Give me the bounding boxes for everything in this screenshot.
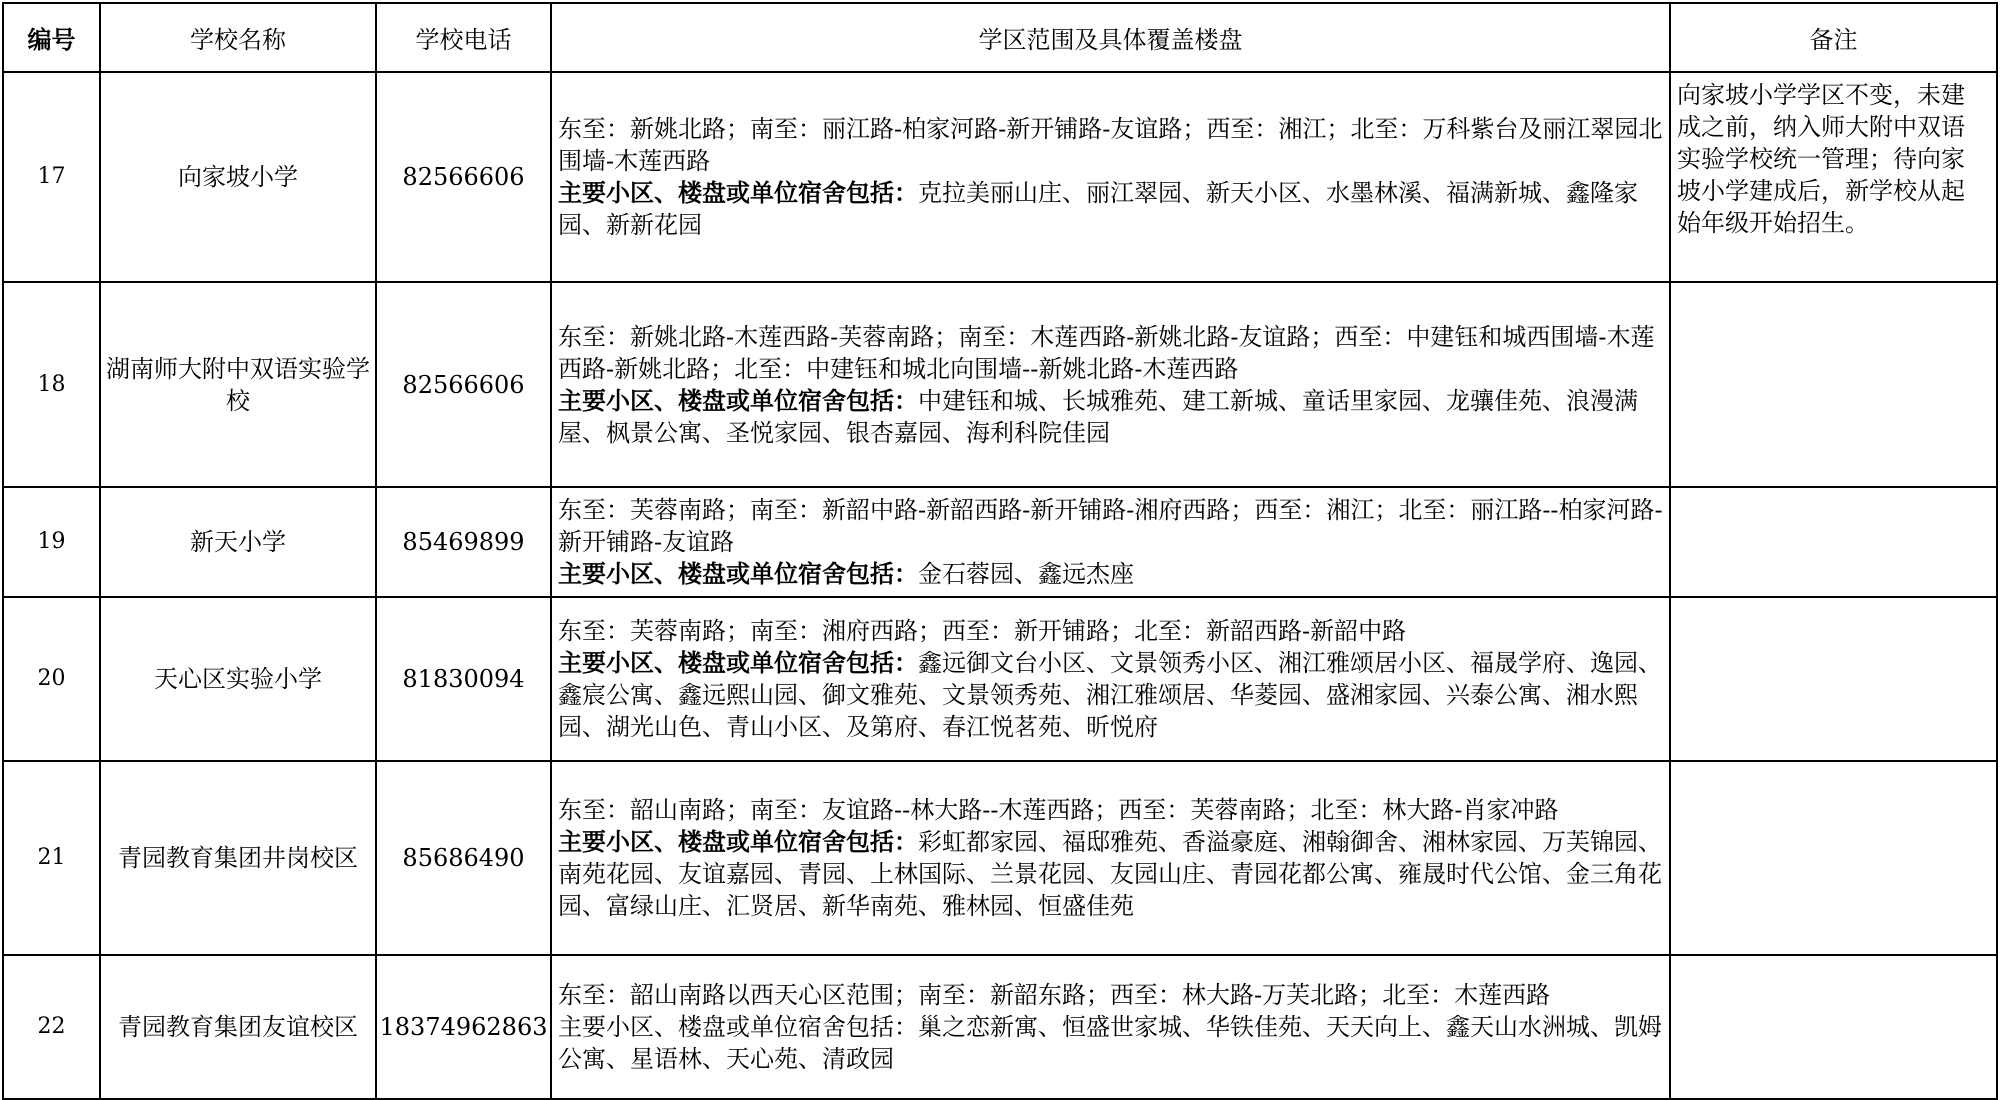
school-phone: 82566606: [376, 72, 551, 282]
note: [1670, 761, 1997, 955]
district-boundary: 东至：新姚北路；南至：丽江路-柏家河路-新开铺路-友谊路；西至：湘江；北至：万科紫台及丽江翠园北围墙-木莲西路: [558, 115, 1663, 175]
district-boundary: 东至：新姚北路-木莲西路-芙蓉南路；南至：木莲西路-新姚北路-友谊路；西至：中建钰和城西围墙-木莲西路-新姚北路；北至：中建钰和城北向围墙--新姚北路-木莲西路: [558, 322, 1655, 383]
note: 向家坡小学学区不变，未建成之前，纳入师大附中双语实验学校统一管理；待向家坡小学建成后，新学校从起始年级开始招生。: [1670, 72, 1997, 282]
district-boundary: 东至：韶山南路以西天心区范围；南至：新韶东路；西至：林大路-万芙北路；北至：木莲西路: [558, 981, 1551, 1009]
school-phone: 85469899: [376, 487, 551, 597]
estates-label: 主要小区、楼盘或单位宿舍包括：: [558, 648, 918, 677]
district-boundary: 东至：韶山南路；南至：友谊路--林大路--木莲西路；西至：芙蓉南路；北至：林大路-肖家冲路: [558, 796, 1559, 824]
estates-label: 主要小区、楼盘或单位宿舍包括：: [558, 827, 918, 856]
note: [1670, 282, 1997, 487]
school-name: 青园教育集团友谊校区: [100, 955, 376, 1099]
estates-label: 主要小区、楼盘或单位宿舍包括：: [558, 1013, 918, 1041]
row-number: 21: [3, 761, 100, 955]
district-boundary: 东至：芙蓉南路；南至：湘府西路；西至：新开铺路；北至：新韶西路-新韶中路: [558, 617, 1407, 645]
table-row: [3, 282, 1997, 487]
note: [1670, 597, 1997, 761]
header-row: [3, 3, 1997, 72]
district-scope: [551, 72, 1670, 282]
school-name: 湖南师大附中双语实验学校: [100, 282, 376, 487]
district-scope: [551, 282, 1670, 487]
school-name: 向家坡小学: [100, 72, 376, 282]
row-number: 20: [3, 597, 100, 761]
district-scope: [551, 487, 1670, 597]
school-phone: 85686490: [376, 761, 551, 955]
row-number: 19: [3, 487, 100, 597]
estates-label: 主要小区、楼盘或单位宿舍包括：: [558, 178, 918, 207]
school-phone: 82566606: [376, 282, 551, 487]
note: [1670, 487, 1997, 597]
estates-list: 克拉美丽山庄、丽江翠园、新天小区、水墨林溪、福满新城、鑫隆家园、新新花园: [558, 179, 1638, 239]
estates-list: 金石蓉园、鑫远杰座: [918, 560, 1134, 588]
school-phone: 81830094: [376, 597, 551, 761]
estates-list: 鑫远御文台小区、文景领秀小区、湘江雅颂居小区、福晟学府、逸园、鑫宸公寓、鑫远熙山园、御文雅苑、文景领秀苑、湘江雅颂居、华菱园、盛湘家园、兴泰公寓、湘水熙园、湖光山色、青山小区、及第府、春江悦茗苑、昕悦府: [558, 649, 1662, 741]
estates-list: 中建钰和城、长城雅苑、建工新城、童话里家园、龙骧佳苑、浪漫满屋、枫景公寓、圣悦家园、银杏嘉园、海利科院佳园: [558, 386, 1638, 447]
school-name: 天心区实验小学: [100, 597, 376, 761]
table-row: [3, 955, 1997, 1099]
school-district-table: [2, 2, 1998, 1100]
table-row: [3, 72, 1997, 282]
note: [1670, 955, 1997, 1099]
row-number: 22: [3, 955, 100, 1099]
table-row: [3, 761, 1997, 955]
school-name: 青园教育集团井岗校区: [100, 761, 376, 955]
header-note: 备注: [1670, 3, 1997, 72]
school-phone: 18374962863: [376, 955, 551, 1099]
district-scope: [551, 955, 1670, 1099]
district-boundary: 东至：芙蓉南路；南至：新韶中路-新韶西路-新开铺路-湘府西路；西至：湘江；北至：丽江路--柏家河路-新开铺路-友谊路: [558, 496, 1663, 556]
table-row: [3, 597, 1997, 761]
header-district-scope: 学区范围及具体覆盖楼盘: [551, 3, 1670, 72]
district-scope: [551, 761, 1670, 955]
header-school-phone: 学校电话: [376, 3, 551, 72]
school-name: 新天小学: [100, 487, 376, 597]
district-scope: [551, 597, 1670, 761]
row-number: 18: [3, 282, 100, 487]
row-number: 17: [3, 72, 100, 282]
header-school-name: 学校名称: [100, 3, 376, 72]
header-number: 编号: [3, 3, 100, 72]
estates-label: 主要小区、楼盘或单位宿舍包括：: [558, 559, 918, 588]
estates-label: 主要小区、楼盘或单位宿舍包括：: [558, 385, 918, 415]
estates-list: 彩虹都家园、福邸雅苑、香溢豪庭、湘翰御舍、湘林家园、万芙锦园、南苑花园、友谊嘉园、青园、上林国际、兰景花园、友园山庄、青园花都公寓、雍晟时代公馆、金三角花园、富绿山庄、汇贤居、新华南苑、雅林园、恒盛佳苑: [558, 828, 1662, 920]
estates-list: 巢之恋新寓、恒盛世家城、华铁佳苑、天天向上、鑫天山水洲城、凯姆公寓、星语林、天心苑、清政园: [558, 1013, 1662, 1073]
table-row: [3, 487, 1997, 597]
